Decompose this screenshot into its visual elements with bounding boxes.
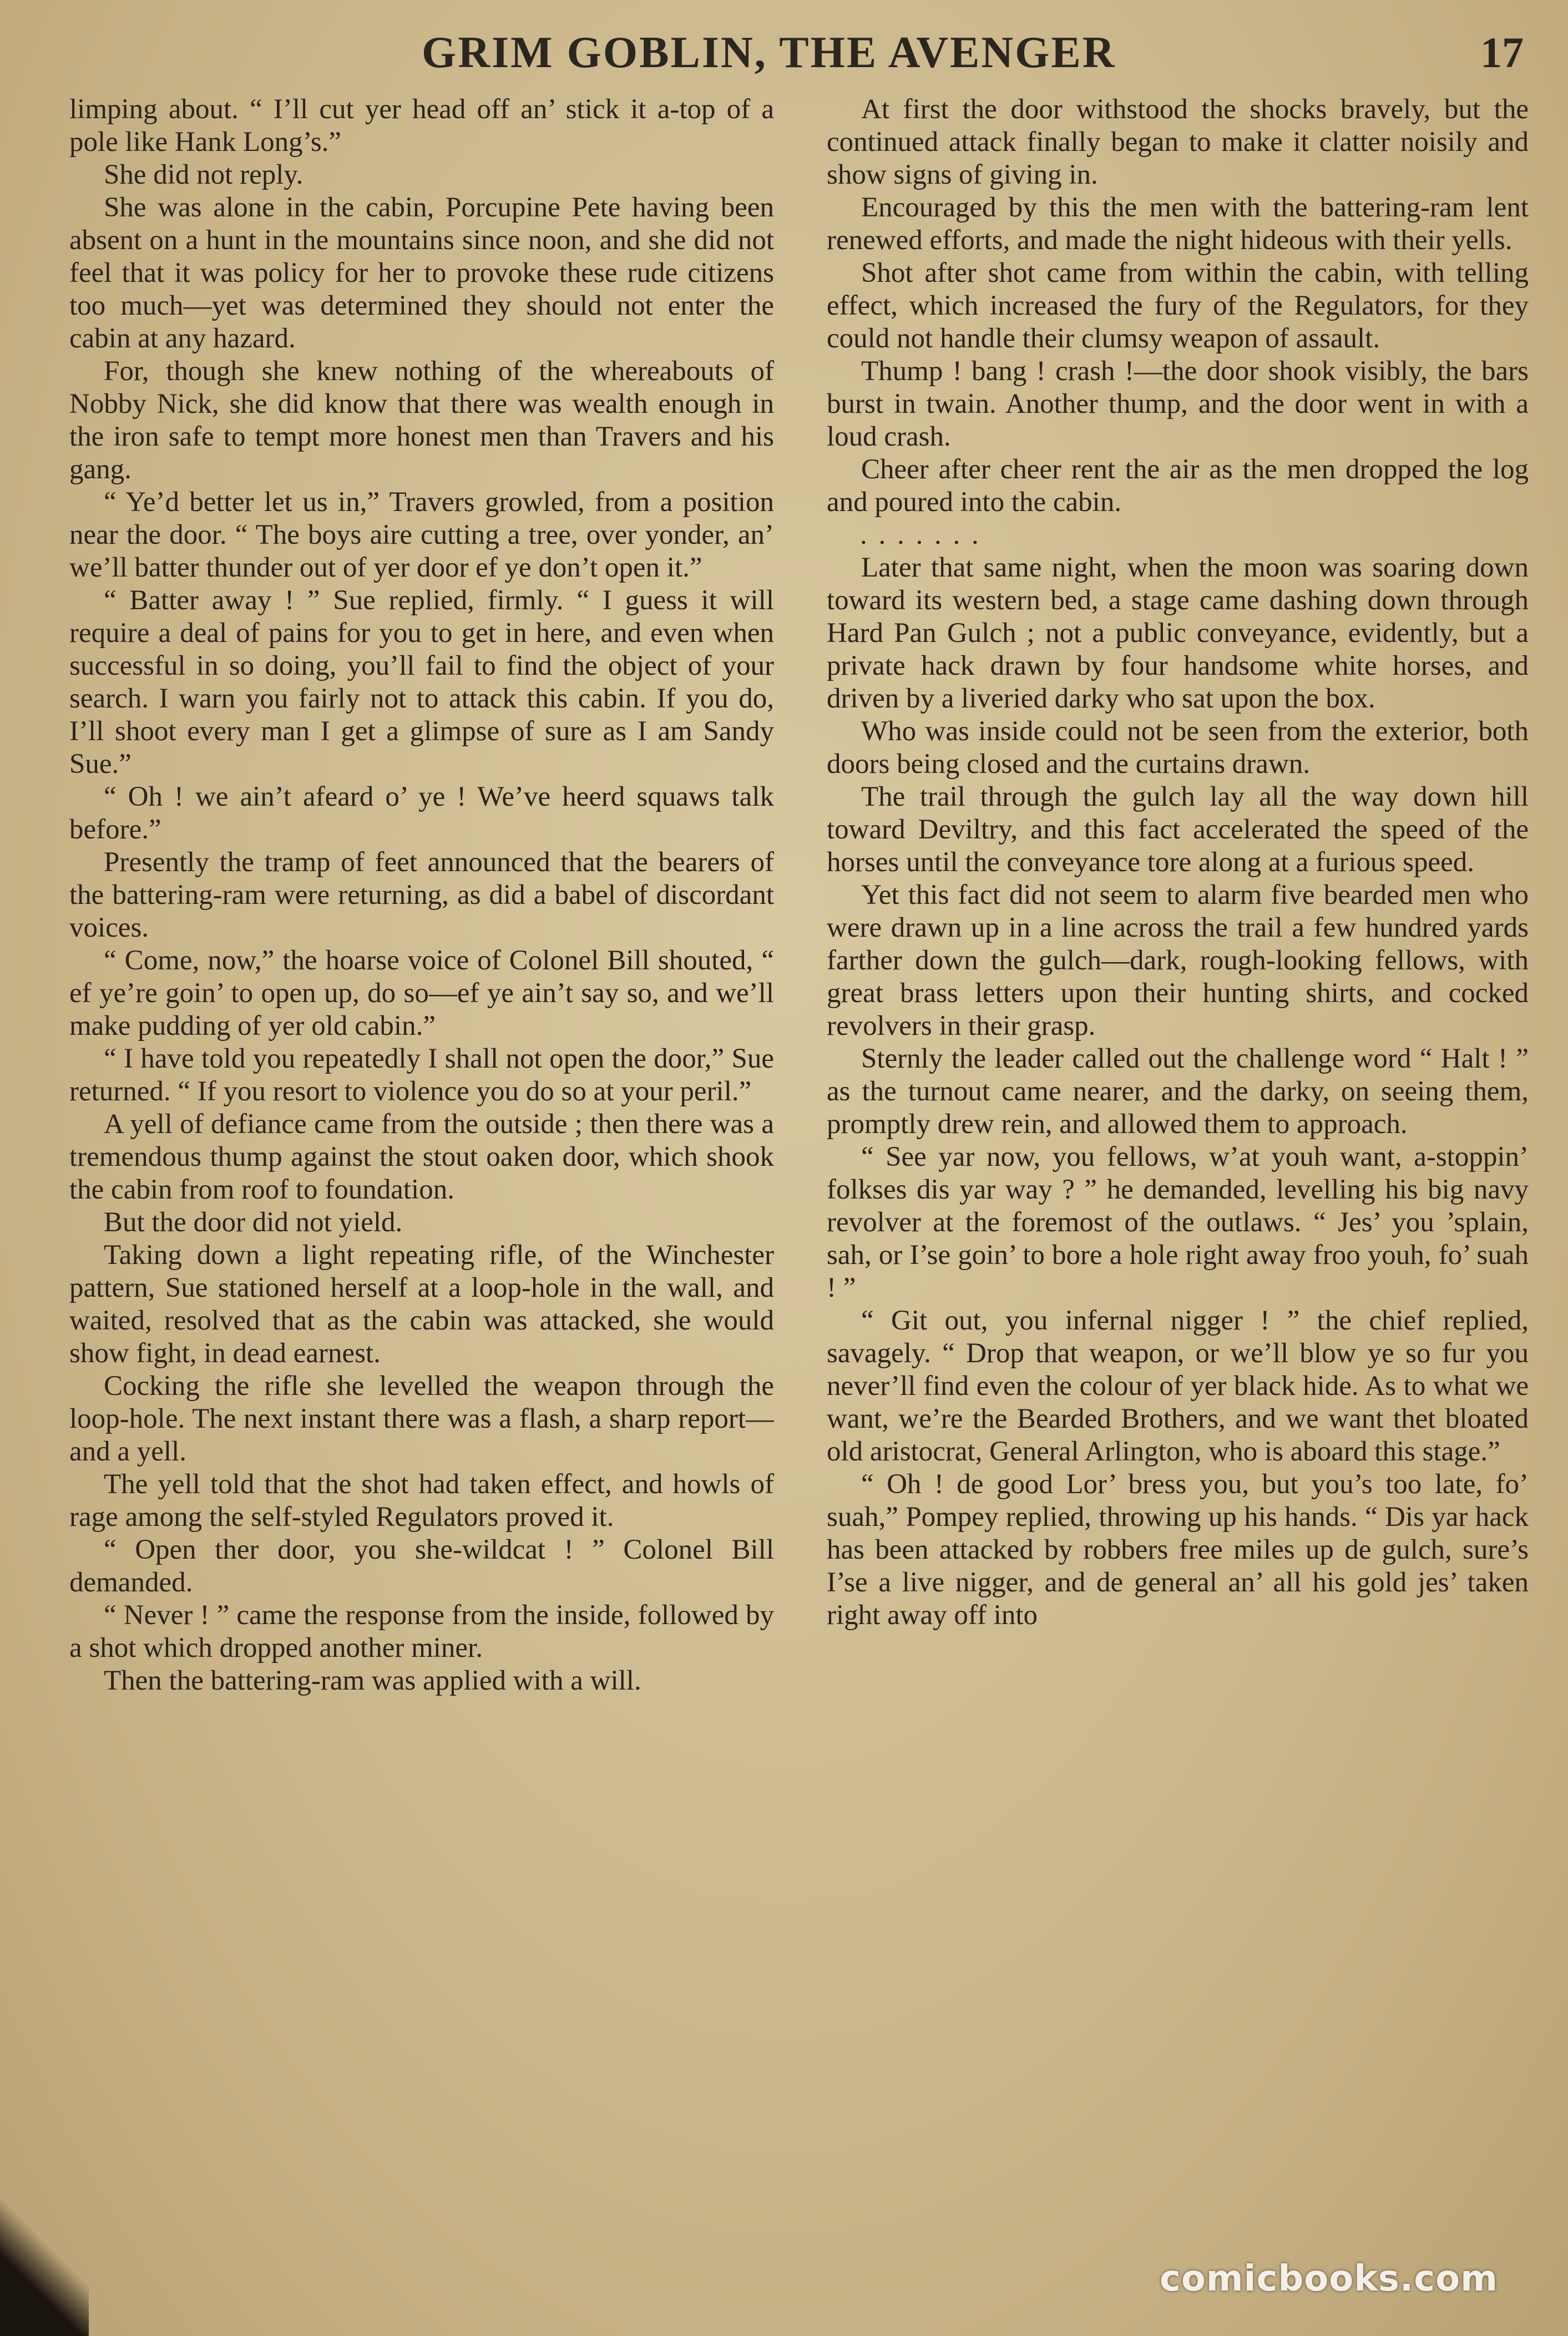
- watermark: comicbooks.com: [1160, 2258, 1498, 2299]
- paragraph: Thump ! bang ! crash !—the door shook visibly, the bars burst in twain. Another thump, and the door went in with a loud crash.: [827, 356, 1529, 452]
- paragraph: “ I have told you repeatedly I shall not open the door,” Sue returned. “ If you resort to violence you do so at your peril.”: [69, 1043, 774, 1107]
- paragraph: “ Git out, you infernal nigger ! ” the chief replied, savagely. “ Drop that weapon, or we’ll blow ye so fur you never’ll find even the colour of yer black hide. As to what we want, we’re the Bearded Brothers, and we want thet bloated old aristocrat, General Arlington, who is aboard this stage.”: [827, 1305, 1529, 1467]
- paragraph: A yell of defiance came from the outside ; then there was a tremendous thump against the stout oaken door, which shook the cabin from roof to foundation.: [69, 1109, 774, 1205]
- page-number: 17: [1480, 28, 1524, 77]
- paragraph: Who was inside could not be seen from the exterior, both doors being closed and the curtains drawn.: [827, 716, 1529, 780]
- paragraph: The trail through the gulch lay all the way down hill toward Deviltry, and this fact accelerated the speed of the horses until the conveyance tore along at a furious speed.: [827, 781, 1529, 878]
- paragraph: Cocking the rifle she levelled the weapon through the loop-hole. The next instant there was a flash, a sharp report—and a yell.: [69, 1371, 774, 1467]
- paragraph: Then the battering-ram was applied with a will.: [104, 1665, 641, 1696]
- paragraph: But the door did not yield.: [104, 1207, 403, 1238]
- right-column: [827, 93, 1529, 2202]
- paragraph: For, though she knew nothing of the whereabouts of Nobby Nick, she did know that there was wealth enough in the iron safe to tempt more honest men than Travers and his gang.: [69, 356, 774, 485]
- paragraph: At first the door withstood the shocks bravely, but the continued attack finally began to make it clatter noisily and show signs of giving in.: [827, 94, 1529, 190]
- paragraph: Encouraged by this the men with the battering-ram lent renewed efforts, and made the night hideous with their yells.: [827, 192, 1529, 256]
- paragraph: The yell told that the shot had taken effect, and howls of rage among the self-styled Regulators proved it.: [69, 1469, 774, 1533]
- paragraph: Presently the tramp of feet announced that the bearers of the battering-ram were returning, as did a babel of discordant voices.: [69, 847, 774, 943]
- paragraph: Taking down a light repeating rifle, of the Winchester pattern, Sue stationed herself at a loop-hole in the wall, and waited, resolved that as the cabin was attacked, she would show fight, in dead earnest.: [69, 1240, 774, 1369]
- paragraph: Shot after shot came from within the cabin, with telling effect, which increased the fury of the Regulators, for they could not handle their clumsy weapon of assault.: [827, 257, 1529, 354]
- paragraph: limping about. “ I’ll cut yer head off an’ stick it a-top of a pole like Hank Long’s.”: [69, 94, 774, 158]
- paragraph: “ Ye’d better let us in,” Travers growled, from a position near the door. “ The boys aire cutting a tree, over yonder, an’ we’ll batter thunder out of yer door ef ye don’t open it.”: [69, 487, 774, 583]
- running-title: GRIM GOBLIN, THE AVENGER: [422, 28, 1116, 77]
- left-column: [69, 93, 774, 2202]
- paragraph: “ Come, now,” the hoarse voice of Colonel Bill shouted, “ ef ye’re goin’ to open up, do so—ef ye ain’t say so, and we’ll make pudding of yer old cabin.”: [69, 945, 774, 1041]
- page-header: [0, 22, 1568, 94]
- paragraph: Later that same night, when the moon was soaring down toward its western bed, a stage came dashing down through Hard Pan Gulch ; not a public conveyance, evidently, but a private hack drawn by four handsome white horses, and driven by a liveried darky who sat upon the box.: [827, 552, 1529, 714]
- paragraph: Yet this fact did not seem to alarm five bearded men who were drawn up in a line across the trail a few hundred yards farther down the gulch—dark, rough-looking fellows, with great brass letters upon their hunting shirts, and cocked revolvers in their grasp.: [827, 879, 1529, 1041]
- section-break-dots: . . . . . . .: [860, 519, 981, 550]
- paragraph: “ Oh ! de good Lor’ bress you, but you’s too late, fo’ suah,” Pompey replied, throwing up his hands. “ Dis yar hack has been attacked by robbers free miles up de gulch, sure’s I’se a live nigger, and de general an’ all his gold jes’ taken right away off into: [827, 1469, 1529, 1631]
- paragraph: She was alone in the cabin, Porcupine Pete having been absent on a hunt in the mountains since noon, and she did not feel that it was policy for her to provoke these rude citizens too much—yet was determined they should not enter the cabin at any hazard.: [69, 192, 774, 354]
- paragraph: “ Open ther door, you she-wildcat ! ” Colonel Bill demanded.: [69, 1534, 774, 1598]
- paragraph: “ Batter away ! ” Sue replied, firmly. “ I guess it will require a deal of pains for you to get in here, and even when successful in so doing, you’ll fail to find the object of your search. I warn you fairly not to attack this cabin. If you do, I’ll shoot every man I get a glimpse of sure as I am Sandy Sue.”: [69, 585, 774, 780]
- corner-shadow: [0, 2192, 89, 2336]
- paragraph: She did not reply.: [104, 159, 304, 190]
- paragraph: Sternly the leader called out the challenge word “ Halt ! ” as the turnout came nearer, and the darky, on seeing them, promptly drew rein, and allowed them to approach.: [827, 1043, 1529, 1140]
- paragraph: “ See yar now, you fellows, w’at youh want, a-stoppin’ folkses dis yar way ? ” he demanded, levelling his big navy revolver at the foremost of the outlaws. “ Jes’ you ’splain, sah, or I’se goin’ to bore a hole right away froo youh, fo’ suah ! ”: [827, 1141, 1529, 1303]
- paragraph: “ Never ! ” came the response from the inside, followed by a shot which dropped another miner.: [69, 1600, 774, 1663]
- paragraph: Cheer after cheer rent the air as the men dropped the log and poured into the cabin.: [827, 454, 1529, 518]
- paragraph: “ Oh ! we ain’t afeard o’ ye ! We’ve heerd squaws talk before.”: [69, 781, 774, 845]
